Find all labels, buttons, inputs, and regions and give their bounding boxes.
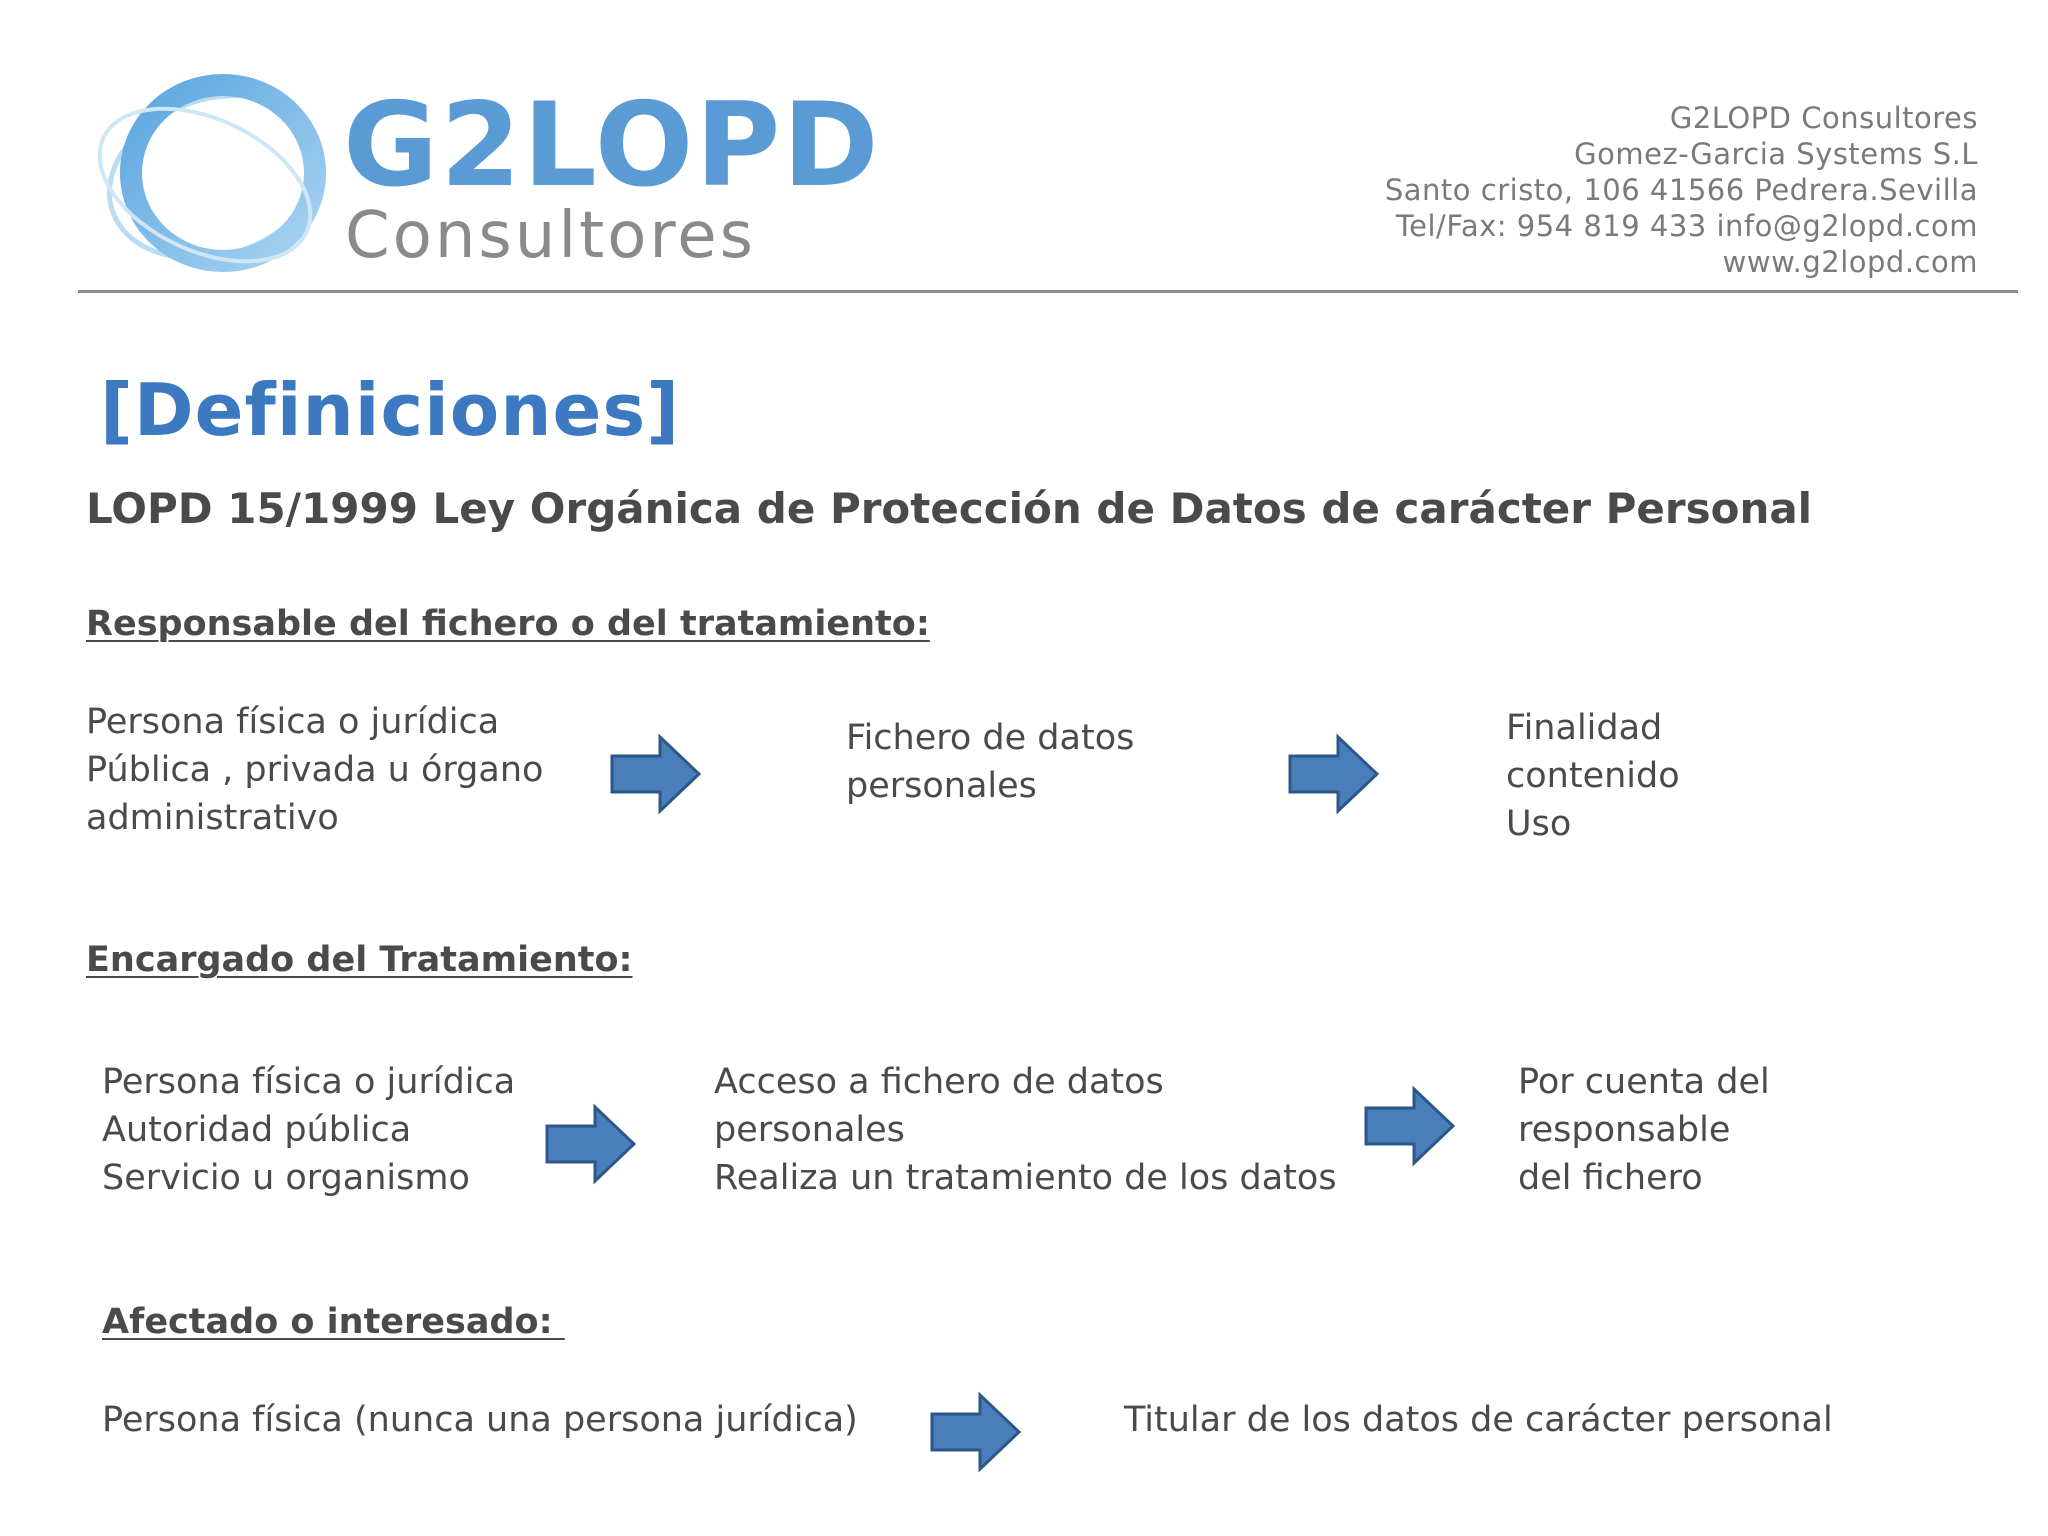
swirl-ring-icon [95,65,881,285]
section-heading-encargado: Encargado del Tratamiento: [86,940,633,980]
text-line: Persona física (nunca una persona jurídica) [102,1400,858,1440]
section-encargado-col2 [714,1058,1337,1202]
text-line: Por cuenta del [1518,1062,1770,1102]
text-line: Servicio u organismo [102,1158,470,1198]
section-heading-afectado: Afectado o interesado: [102,1302,565,1342]
text-line: responsable [1518,1110,1731,1150]
text-line: personales [714,1110,905,1150]
right-arrow-icon [545,1104,637,1184]
section-afectado-col2 [1124,1396,1833,1444]
contact-legal-name: Gomez-Garcia Systems S.L [1574,137,1978,171]
logo-text-sub: Consultores [345,199,756,273]
logo-text-main: G2LOPD [343,78,881,213]
contact-website: www.g2lopd.com [1722,245,1978,279]
text-line: administrativo [86,798,339,838]
text-line: Persona física o jurídica [102,1062,516,1102]
section-heading-responsable: Responsable del fichero o del tratamiento: [86,604,930,644]
text-line: personales [846,766,1037,806]
text-line: del fichero [1518,1158,1703,1198]
text-line: Pública , privada u órgano [86,750,544,790]
text-line: Finalidad [1506,708,1663,748]
contact-phone-email: Tel/Fax: 954 819 433 info@g2lopd.com [1395,209,1978,243]
text-line: contenido [1506,756,1680,796]
section-afectado-col1 [102,1396,858,1444]
text-line: Fichero de datos [846,718,1135,758]
section-encargado-col3 [1518,1058,1770,1202]
company-logo [95,65,881,285]
section-responsable-col3 [1506,704,1680,848]
contact-company: G2LOPD Consultores [1669,101,1978,135]
contact-address: Santo cristo, 106 41566 Pedrera.Sevilla [1384,173,1978,207]
right-arrow-icon [1288,734,1380,814]
text-line: Realiza un tratamiento de los datos [714,1158,1337,1198]
section-responsable-col1 [86,698,543,842]
header-divider [78,290,2018,293]
contact-info [1385,100,1978,280]
page-subtitle: LOPD 15/1999 Ley Orgánica de Protección de Datos de carácter Personal [86,484,1813,533]
text-line: Autoridad pública [102,1110,412,1150]
right-arrow-icon [1364,1086,1456,1166]
page-title: [Definiciones] [100,368,681,452]
text-line: Acceso a fichero de datos [714,1062,1164,1102]
text-line: Uso [1506,804,1572,844]
section-responsable-col2 [846,714,1134,810]
section-encargado-col1 [102,1058,515,1202]
right-arrow-icon [930,1392,1022,1472]
text-line: Persona física o jurídica [86,702,500,742]
text-line: Titular de los datos de carácter personal [1124,1400,1833,1440]
right-arrow-icon [610,734,702,814]
